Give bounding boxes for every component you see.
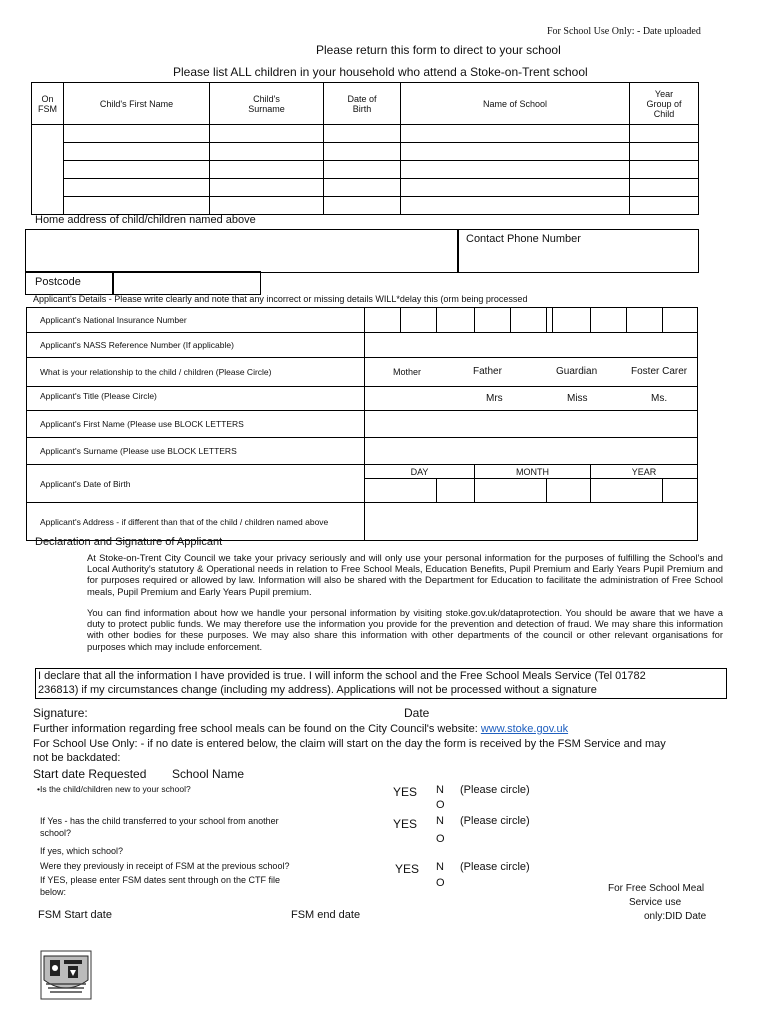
option-miss[interactable]: Miss: [567, 393, 588, 404]
question-transferred-2: school?: [40, 828, 72, 838]
option-father[interactable]: Father: [473, 366, 502, 377]
on-fsm-cell[interactable]: [32, 125, 64, 215]
cell[interactable]: [630, 125, 699, 143]
contact-phone-field[interactable]: [457, 229, 699, 273]
table-row: [32, 125, 699, 143]
relationship-label: What is your relationship to the child / children (Please Circle): [27, 358, 365, 387]
fsm-service-note-1: For Free School Meal: [608, 883, 705, 894]
school-use-line-2: not be backdated:: [33, 752, 121, 764]
ni-digit[interactable]: [663, 308, 698, 333]
privacy-paragraph: At Stoke-on-Trent City Council we take your privacy seriously and will only use your personal information for the purposes of fulfilling the School's and Local Authority's statutory & Operational needs in relation to Free School Meals, Education Benefits, Pupil Premium and Early Years Pupil Premium and for purposes required or allowed by law. Information will also be shared with the Department for Education to facilitate the administration of Free School meals, Pupil Premium and Early Years Pupil premium.: [87, 552, 723, 597]
ni-digit[interactable]: [511, 308, 547, 333]
cell[interactable]: [210, 197, 324, 215]
declaration-line-2: 236813) if my circumstances change (including my address). Applications will not be processed without a signature: [38, 684, 597, 696]
q2-no-n[interactable]: N: [436, 815, 444, 827]
header-surname: Child's Surname: [210, 83, 324, 125]
header-first-name: Child's First Name: [64, 83, 210, 125]
question-ctf-dates-1: If YES, please enter FSM dates sent through on the CTF file: [40, 875, 280, 885]
declaration-line-1: I declare that all the information I have provided is true. I will inform the school and the Free School Meals Service (Tel 01782: [38, 670, 646, 682]
ni-label: Applicant's National Insurance Number: [27, 308, 365, 333]
first-name-label: Applicant's First Name (Please use BLOCK LETTERS: [27, 411, 365, 438]
table-row: [32, 179, 699, 197]
question-new-child: •Is the child/children new to your school?: [37, 784, 191, 794]
cell[interactable]: [64, 161, 210, 179]
dob-label: Applicant's Date of Birth: [27, 465, 365, 503]
ni-digit[interactable]: [591, 308, 627, 333]
table-row: [32, 161, 699, 179]
start-date-label[interactable]: Start date Requested: [33, 767, 147, 781]
fsm-end-date-label[interactable]: FSM end date: [291, 909, 361, 921]
option-ms[interactable]: Ms.: [651, 393, 668, 404]
cell[interactable]: [630, 179, 699, 197]
header-year-group: Year Group of Child: [630, 83, 699, 125]
cell[interactable]: [401, 161, 630, 179]
question-ctf-dates-2: below:: [40, 887, 67, 897]
q1-yes[interactable]: YES: [393, 785, 418, 799]
q2-yes[interactable]: YES: [393, 817, 418, 831]
school-name-label[interactable]: School Name: [172, 767, 245, 781]
website-link[interactable]: www.stoke.gov.uk: [480, 723, 569, 735]
dob-year-field[interactable]: [591, 479, 663, 503]
table-row: [32, 143, 699, 161]
option-mother[interactable]: Mother: [393, 367, 422, 377]
signature-label[interactable]: Signature:: [33, 706, 88, 720]
q4-please-circle: (Please circle): [460, 861, 530, 873]
question-transferred-1: If Yes - has the child transferred to your school from another: [40, 816, 279, 826]
cell[interactable]: [630, 161, 699, 179]
header-on-fsm: On FSM: [32, 83, 64, 125]
cell[interactable]: [64, 125, 210, 143]
ni-digit[interactable]: [475, 308, 511, 333]
cell[interactable]: [324, 179, 401, 197]
cell[interactable]: [324, 161, 401, 179]
postcode-label-box: [25, 271, 114, 295]
dob-year-field[interactable]: [663, 479, 698, 503]
dob-year-header: YEAR: [591, 465, 698, 479]
cell[interactable]: [64, 179, 210, 197]
cell[interactable]: [210, 143, 324, 161]
further-info-line: [33, 723, 568, 735]
dob-month-header: MONTH: [475, 465, 591, 479]
cell[interactable]: [401, 179, 630, 197]
ni-digit[interactable]: [627, 308, 663, 333]
q1-no-n[interactable]: N: [436, 784, 444, 796]
question-which-school: If yes, which school?: [40, 846, 124, 856]
nass-field[interactable]: [365, 333, 698, 358]
first-name-field[interactable]: [365, 411, 698, 438]
fsm-start-date-label[interactable]: FSM Start date: [38, 909, 112, 921]
stoke-crest-icon: [40, 950, 92, 1000]
ni-digit[interactable]: [553, 308, 591, 333]
cell[interactable]: [401, 125, 630, 143]
info-paragraph: You can find information about how we handle your personal information by visiting stoke.gov.uk/dataprotection. You should be aware that we have a duty to protect public funds. We may therefore use the information you provide for the prevention and detection of fraud. We may share this information with other bodies for these purposes. We may also share this information with other departments of the council or other relevant organisations for purposes which may include enforcement.: [87, 607, 723, 652]
cell[interactable]: [210, 179, 324, 197]
dob-day-field[interactable]: [437, 479, 475, 503]
applicant-section-title: Applicant's Details - Please write clearly and note that any incorrect or missing details WILL*delay this (orm being processed: [33, 294, 528, 304]
surname-label: Applicant's Surname (Please use BLOCK LETTERS: [27, 438, 365, 465]
fsm-service-note-2: Service use: [629, 897, 682, 908]
q1-no-o[interactable]: O: [436, 799, 445, 811]
cell[interactable]: [210, 161, 324, 179]
school-use-date-note: For School Use Only: - Date uploaded: [547, 26, 701, 37]
postcode-field[interactable]: [112, 271, 261, 295]
return-instruction: Please return this form to direct to your school: [316, 43, 561, 57]
q4-no-n[interactable]: N: [436, 861, 444, 873]
header-school: Name of School: [401, 83, 630, 125]
q4-no-o[interactable]: O: [436, 877, 445, 889]
declaration-title: Declaration and Signature of Applicant: [35, 536, 223, 548]
fsm-service-note-3: only:DID Date: [644, 911, 707, 922]
title-label: Applicant's Title (Please Circle): [27, 387, 365, 411]
contact-phone-label: Contact Phone Number: [466, 233, 581, 245]
date-label[interactable]: Date: [404, 706, 430, 720]
cell[interactable]: [64, 197, 210, 215]
ni-digit[interactable]: [437, 308, 475, 333]
ni-digit[interactable]: [365, 308, 401, 333]
question-previous-fsm: Were they previously in receipt of FSM at the previous school?: [40, 861, 290, 871]
cell[interactable]: [210, 125, 324, 143]
dob-month-field[interactable]: [475, 479, 547, 503]
cell[interactable]: [64, 143, 210, 161]
header-dob: Date of Birth: [324, 83, 401, 125]
title-options: [365, 387, 698, 411]
surname-field[interactable]: [365, 438, 698, 465]
cell[interactable]: [324, 143, 401, 161]
nass-label: Applicant's NASS Reference Number (If applicable): [27, 333, 365, 358]
cell[interactable]: [630, 197, 699, 215]
q4-yes[interactable]: YES: [395, 862, 420, 876]
option-guardian[interactable]: Guardian: [556, 366, 598, 377]
option-mrs[interactable]: Mrs: [486, 393, 503, 404]
cell[interactable]: [324, 125, 401, 143]
postcode-label: Postcode: [35, 276, 81, 288]
applicant-table: [26, 307, 698, 541]
q1-please-circle: (Please circle): [460, 784, 530, 796]
dob-day-field[interactable]: [365, 479, 437, 503]
list-instruction: Please list ALL children in your household who attend a Stoke-on-Trent school: [173, 65, 588, 79]
cell[interactable]: [401, 143, 630, 161]
cell[interactable]: [401, 197, 630, 215]
further-info-text: Further information regarding free school meals can be found on the City Council's website:: [33, 723, 481, 735]
school-use-line-1: For School Use Only: - if no date is entered below, the claim will start on the day the form is received by the FSM Service and may: [33, 738, 666, 750]
children-table: [31, 82, 699, 215]
dob-day-header: DAY: [365, 465, 475, 479]
cell[interactable]: [630, 143, 699, 161]
home-address-label: Home address of child/children named above: [35, 214, 256, 226]
cell[interactable]: [324, 197, 401, 215]
applicant-address-field[interactable]: [365, 503, 698, 541]
dob-month-field[interactable]: [547, 479, 591, 503]
ni-digit[interactable]: [401, 308, 437, 333]
relationship-options: [365, 358, 698, 387]
home-address-field[interactable]: [25, 229, 459, 273]
option-foster-carer[interactable]: Foster Carer: [631, 366, 688, 377]
q2-no-o[interactable]: O: [436, 833, 445, 845]
applicant-address-label: Applicant's Address - if different than that of the child / children named above: [27, 503, 365, 541]
table-row: [32, 197, 699, 215]
q2-please-circle: (Please circle): [460, 815, 530, 827]
declaration-statement-box: [35, 668, 727, 699]
